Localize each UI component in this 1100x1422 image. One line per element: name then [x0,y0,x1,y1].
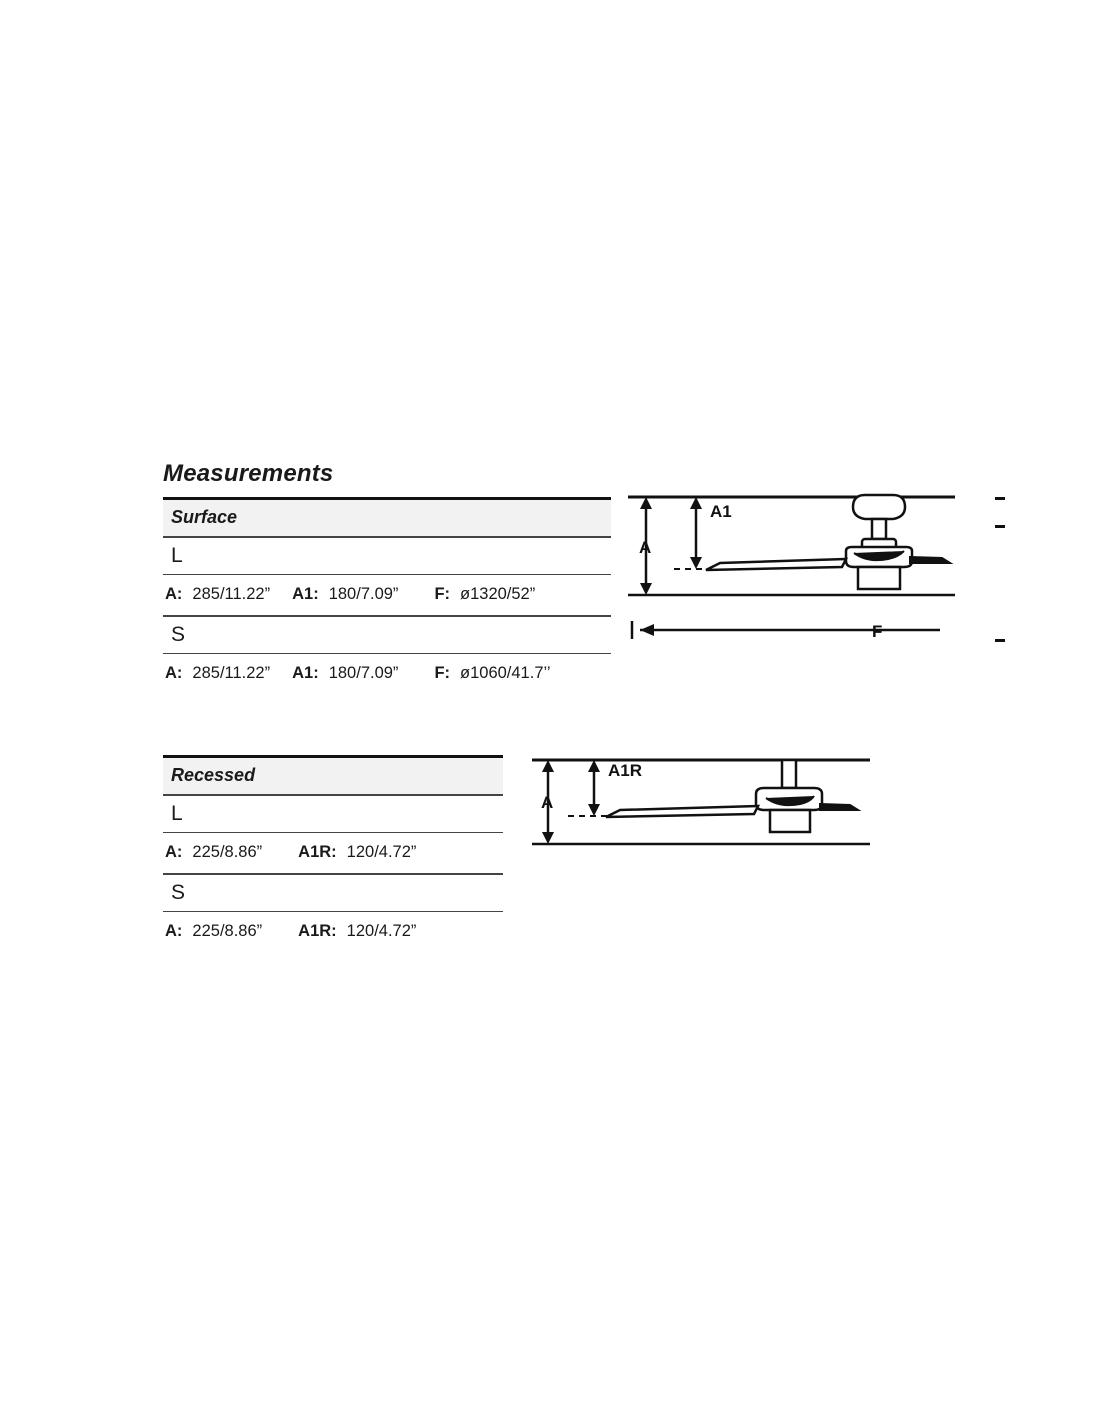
dim-value-a: 225/8.86” [192,922,263,941]
page-edge-marks [995,487,1007,657]
dim-value-f: ø1320/52” [460,585,536,604]
dim-key-a: A: [165,664,183,683]
light-kit [770,810,810,832]
dim-value-a: 285/11.22” [192,585,271,604]
dim-label-a1r: A1R [608,761,643,780]
surface-diagram-svg [610,487,1010,657]
dim-label-a1: A1 [710,502,732,521]
page-title: Measurements [163,460,334,487]
canopy [853,495,905,519]
dim-key-a: A: [165,843,183,862]
light-kit [858,567,900,589]
dim-value-a1: 180/7.09” [328,664,399,683]
arrow-up-a1 [690,497,702,509]
surface-section-heading: Surface [163,500,611,536]
recessed-measurements-table [163,755,503,952]
dim-key-f: F: [434,585,451,604]
fan-blade-left [706,559,846,570]
surface-variant-l-label: L [171,543,183,567]
recessed-variant-l-label: L [171,801,183,825]
arrow-up-a1r [588,760,600,772]
arrow-down-a [640,583,652,595]
dim-key-a: A: [165,585,183,604]
dim-label-f: F [872,622,883,641]
recessed-fan-diagram [520,748,920,878]
surface-variant-l-dimensions [163,575,611,615]
dim-value-a1: 180/7.09” [328,585,399,604]
surface-variant-s-dimensions [163,654,611,694]
arrow-left-f [640,624,654,636]
arrow-down-a1 [690,557,702,569]
fan-blade-right [910,557,950,563]
surface-variant-s-label: S [171,622,186,646]
dim-value-a1r: 120/4.72” [346,922,417,941]
dim-key-a1: A1: [292,664,319,683]
downrod [782,760,796,788]
dim-label-a: A [541,793,554,812]
dim-key-a1r: A1R: [298,843,337,862]
arrow-down-a1r [588,804,600,816]
recessed-variant-l-dimensions [163,833,503,873]
dim-value-f: ø1060/41.7’’ [460,664,551,683]
dim-key-a1: A1: [292,585,319,604]
recessed-variant-s-dimensions [163,912,503,952]
dim-value-a: 285/11.22” [192,664,271,683]
dim-label-a: A [639,538,652,557]
fan-blade-right [820,804,858,810]
dim-key-a1r: A1R: [298,922,337,941]
dim-key-a: A: [165,922,183,941]
surface-measurements-table [163,497,611,694]
recessed-section-heading: Recessed [163,758,503,794]
recessed-diagram-svg [520,748,920,878]
recessed-variant-s-label: S [171,880,186,904]
arrow-up-a [640,497,652,509]
dim-value-a1r: 120/4.72” [346,843,417,862]
dim-key-f: F: [434,664,451,683]
arrow-down-a [542,832,554,844]
fan-blade-left [606,806,758,817]
arrow-up-a [542,760,554,772]
surface-fan-diagram [610,487,1010,657]
downrod [872,519,886,539]
dim-value-a: 225/8.86” [192,843,263,862]
